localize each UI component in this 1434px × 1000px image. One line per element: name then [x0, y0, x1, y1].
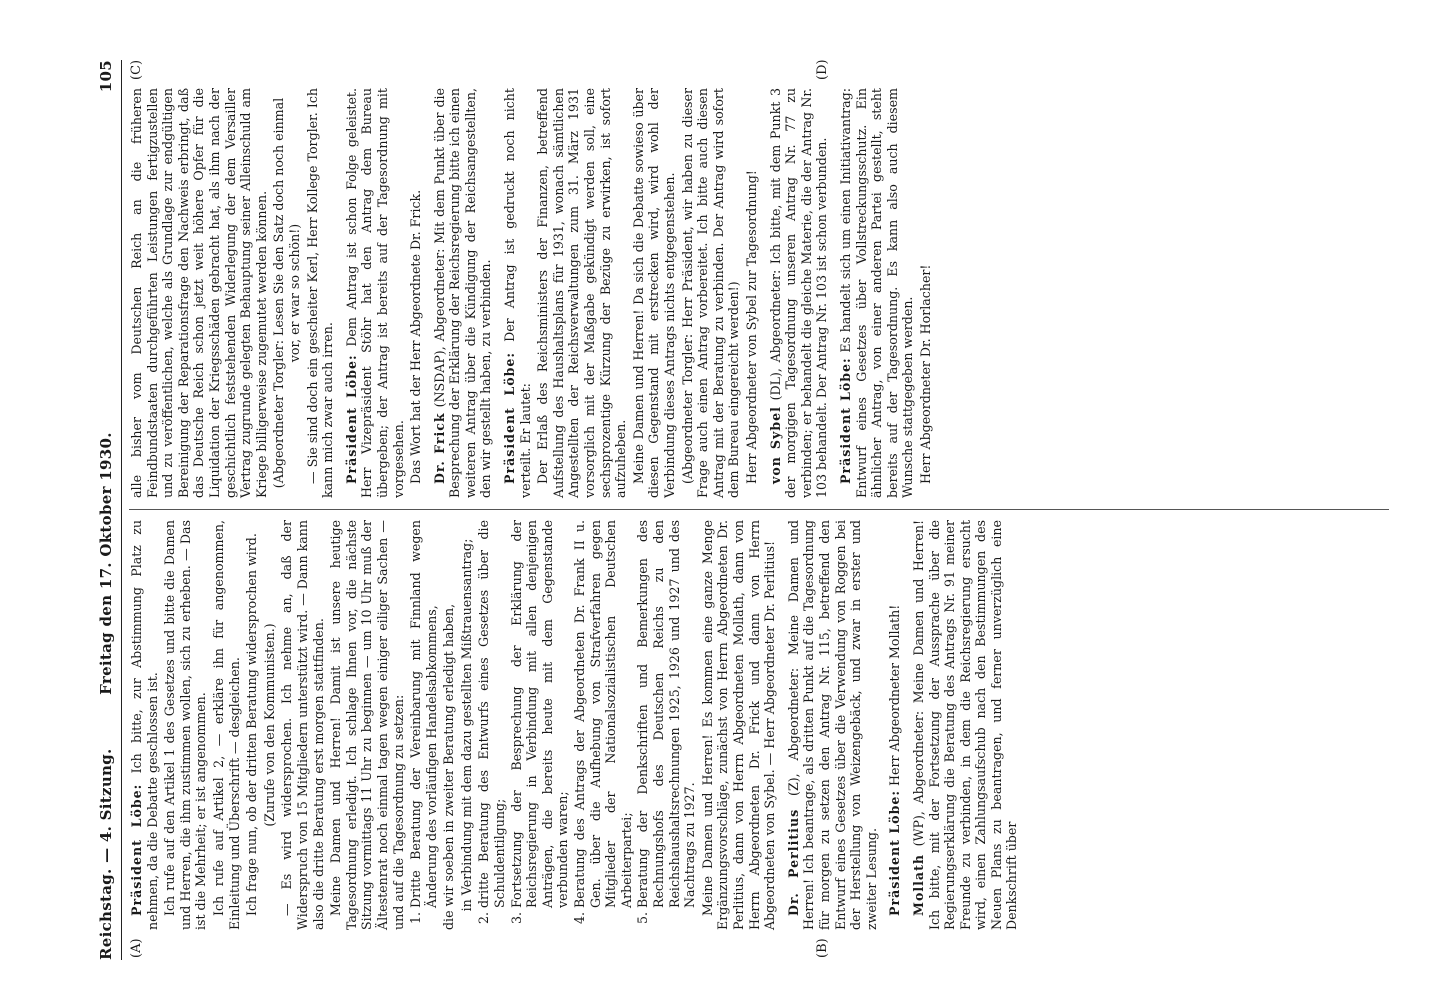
- agenda-item: 5. Beratung der Denkschriften und Bemerkungen des Rechnungshofs des Deutschen Reichs zu den Reichshaushaltsrechnungen 1925, 1926 und 1927 und des Nachtrags zu 1927.: [635, 520, 697, 908]
- paragraph-text: Herr Abgeordneter Mollath!: [887, 604, 903, 786]
- agenda-item: 1. Dritte Beratung der Vereinbarung mit Finnland wegen Änderung des vorläufigen Handelsabkommens,: [408, 520, 439, 908]
- margin-mark-d: (D): [815, 59, 830, 80]
- speaker-name: Dr. Frick: [431, 412, 447, 484]
- header-date: Freitag den 17. Oktober 1930.: [97, 432, 115, 695]
- speaker-name: Präsident Löbe:: [837, 357, 853, 484]
- speaker-name: Präsident Löbe:: [502, 351, 518, 484]
- paragraph: Meine Damen und Herren! Damit ist unsere heutige Tagesordnung erledigt. Ich schlage Ihnen vor, die nächste Sitzung vormittags 11 Uhr zu beginnen — um 10 Uhr muß der Ältestenrat noch einmal tagen wegen einiger eiliger Sachen — und auf die Tagesordnung zu setzen:: [328, 520, 406, 930]
- paragraph: Ich rufe auf Artikel 2, — erkläre ihn für angenommen, Einleitung und Überschrift — desgleichen.: [210, 520, 242, 930]
- paragraph-text: Der Antrag ist gedruckt noch nicht verteilt. Er lautet:: [502, 88, 533, 498]
- paragraph: [502, 88, 533, 498]
- funding-note: [1420, 14, 1434, 514]
- page-number: 105: [97, 60, 115, 93]
- speaker-name: Mollath: [910, 853, 926, 916]
- margin-mark-b: (B): [815, 938, 830, 958]
- paragraph-text: Es handelt sich um einen Initiativantrag: Entwurf eines Gesetzes über Vollstreckungsschutz. Ein ähnlicher Antrag, von einer anderen Partei gestellt, steht bereits auf der Tagesordnung. Es kann also auch diesem Wunsche stattgegeben werden.: [837, 88, 916, 498]
- paragraph: in Verbindung mit dem dazu gestellten Mißtrauensantrag;: [458, 538, 474, 912]
- agenda-item: 3. Fortsetzung der Besprechung der Erklärung der Reichsregierung in Verbindung mit allen denjenigen Anträgen, die bereits heute mit dem Gegenstande verbunden waren;: [509, 520, 571, 908]
- paragraph: [129, 520, 160, 930]
- paragraph: [786, 520, 880, 930]
- interjection: (Abgeordneter Torgler: Lesen Sie den Satz doch noch einmal vor, er war so schön!): [271, 97, 302, 489]
- paragraph-text: (NSDAP), Abgeordneter: Mit dem Punkt über die Besprechung der Erklärung der Reichsregierung bitte ich einen weiteren Antrag über die Kündigung der Reichsangestellten, den wir gestellt haben, zu verbinden.: [431, 88, 494, 498]
- paragraph: Ich frage nun, ob der dritten Beratung widersprochen wird.: [244, 533, 260, 916]
- speaker-name: Präsident Löbe:: [343, 354, 359, 484]
- agenda-item: 2. dritte Beratung des Entwurfs eines Gesetzes über die Schuldentilgung;: [476, 520, 507, 908]
- paragraph: — Es wird widersprochen. Ich nehme an, daß der Widerspruch von 15 Mitgliedern unterstützt wird. — Dann kann also die dritte Beratung erst morgen stattfinden.: [279, 520, 326, 930]
- paragraph-text: Ich bitte, zur Abstimmung Platz zu nehmen, da die Debatte geschlossen ist.: [129, 520, 160, 930]
- paragraph: Herr Abgeordneter Dr. Horlacher!: [917, 264, 933, 484]
- paragraph: Das Wort hat der Herr Abgeordnete Dr. Frick.: [408, 189, 424, 484]
- left-column: [129, 520, 1399, 930]
- page-header: [95, 60, 122, 960]
- header-right: [97, 60, 115, 695]
- paragraph: — Sie sind doch ein gescheiter Kerl, Herr Kollege Torgler. Ich kann mich zwar auch irren.: [304, 88, 336, 498]
- quoted-motion: Der Erlaß des Reichsministers der Finanzen, betreffend Aufstellung des Haushaltsplans für 1931, wonach sämtlichen Angestellten der Reichsverwaltungen zum 31. März 1931 vorsorglich mit der Maßgabe gekündigt werden soll, eine sechsprozentige Kürzung der Bezüge zu erwirken, ist sofort aufzuheben.: [535, 88, 629, 498]
- column-divider: [129, 509, 1389, 510]
- rotated-page: [95, 60, 1413, 960]
- margin-mark-c: (C): [129, 59, 144, 80]
- paragraph: alle bisher vom Deutschen Reich an die früheren Feindbundstaaten durchgeführten Leistungen fertigzustellen und zu veröffentlichen, welche als Grundlage zur endgültigen Bereinigung der Reparationsfrage den Nachweis erbringt, daß das Deutsche Reich schon jetzt weit höhere Opfer für die Liquidation der Kriegsschäden gebracht hat, als ihm nach der geschichtlich feststehenden Widerlegung der dem Versailler Vertrag zugrunde gelegten Behauptung seiner Alleinschuld am Kriege billigerweise zugemutet werden können.: [129, 88, 269, 498]
- speaker-name: Präsident Löbe:: [129, 783, 144, 916]
- speaker-name: Dr. Perlitius: [785, 808, 801, 916]
- paragraph: [432, 88, 494, 498]
- agenda-list: [476, 520, 697, 930]
- margin-mark-a: (A): [129, 938, 144, 958]
- agenda-item: 4. Beratung des Antrags der Abgeordneten Dr. Frank II u. Gen. über die Aufhebung von Strafverfahren gegen Mitglieder der Nationalsozialistischen Deutschen Arbeiterpartei;: [572, 520, 634, 908]
- paragraph-text: (Z), Abgeordneter: Meine Damen und Herren! Ich beantrage, als dritten Punkt auf die Tagesordnung für morgen zu setzen den Antrag Nr. 115, betreffend den Entwurf eines Gesetzes über die Verwendung von Roggen bei der Herstellung von Weizengebäck, und zwar in erster und zweiter Lesung.: [785, 520, 879, 930]
- paragraph: Meine Damen und Herren! Es kommen eine ganze Menge Ergänzungsvorschläge, zunächst von Herrn Abgeordneten Dr. Perlitius, dann von Herrn Abgeordneten Mollath, dann von Herrn Abgeordneten Dr. Frick und dann von Herrn Abgeordneten von Sybel. — Herr Abgeordneter Dr. Perlitius!: [699, 520, 778, 930]
- right-column: [129, 88, 1399, 498]
- paragraph-text: (DL), Abgeordneter: Ich bitte, mit dem Punkt 3 der morgigen Tagesordnung unseren Antrag Nr. 77 zu verbinden; er behandelt die gleiche Materie, die der Antrag Nr. 103 behandelt. Der Antrag Nr. 103 ist schon verbunden.: [767, 88, 830, 498]
- interjection: (Abgeordneter Torgler: Herr Präsident, wir haben zu dieser Frage auch einen Antrag vorbereitet. Ich bitte auch diesen Antrag mit der Beratung zu verbinden. Der Antrag wird sofort dem Bureau eingereicht werden!): [679, 88, 742, 498]
- paragraph: Ich rufe auf den Artikel 1 des Gesetzes und bitte die Damen und Herren, die ihm zustimmen wollen, sich zu erheben. — Das ist die Mehrheit; er ist angenommen.: [162, 520, 209, 930]
- speaker-name: Präsident Löbe:: [887, 789, 903, 916]
- header-left: Reichstag. — 4. Sitzung.: [97, 748, 115, 960]
- paragraph: [911, 520, 1020, 930]
- paragraph: [887, 520, 903, 930]
- paragraph: Meine Damen und Herren! Da sich die Debatte sowieso über diesen Gegenstand mit erstrecken wird, wird wohl der Verbindung dieses Antrags nichts entgegenstehen.: [630, 88, 677, 498]
- paragraph: [768, 88, 830, 498]
- paragraph-text: (WP), Abgeordneter: Meine Damen und Herren! Ich bitte, mit der Fortsetzung der Aussprache über die Regierungserklärung die Beratung des Antrags Nr. 91 meiner Freunde zu verbinden, in dem die Reichsregierung ersucht wird, einen Zahlungsaufschub nach den Bestimmungen des Neuen Plans zu beantragen, und ferner unverzüglich eine Denkschrift über: [910, 520, 1020, 930]
- paragraph: [838, 88, 916, 498]
- paragraph: die wir soeben in zweiter Beratung erledigt haben,: [441, 603, 457, 930]
- paragraph-text: Dem Antrag ist schon Folge geleistet. Herr Vizepräsident Stöhr hat den Antrag dem Bureau übergeben; der Antrag ist bereits auf der Tagesordnung mit vorgesehen.: [343, 88, 406, 498]
- speaker-name: von Sybel: [767, 406, 783, 484]
- agenda-list: [408, 520, 439, 930]
- paragraph: [344, 88, 406, 498]
- interjection: (Zurufe von den Kommunisten.): [261, 623, 277, 827]
- paragraph: Herr Abgeordneter von Sybel zur Tagesordnung!: [743, 170, 759, 484]
